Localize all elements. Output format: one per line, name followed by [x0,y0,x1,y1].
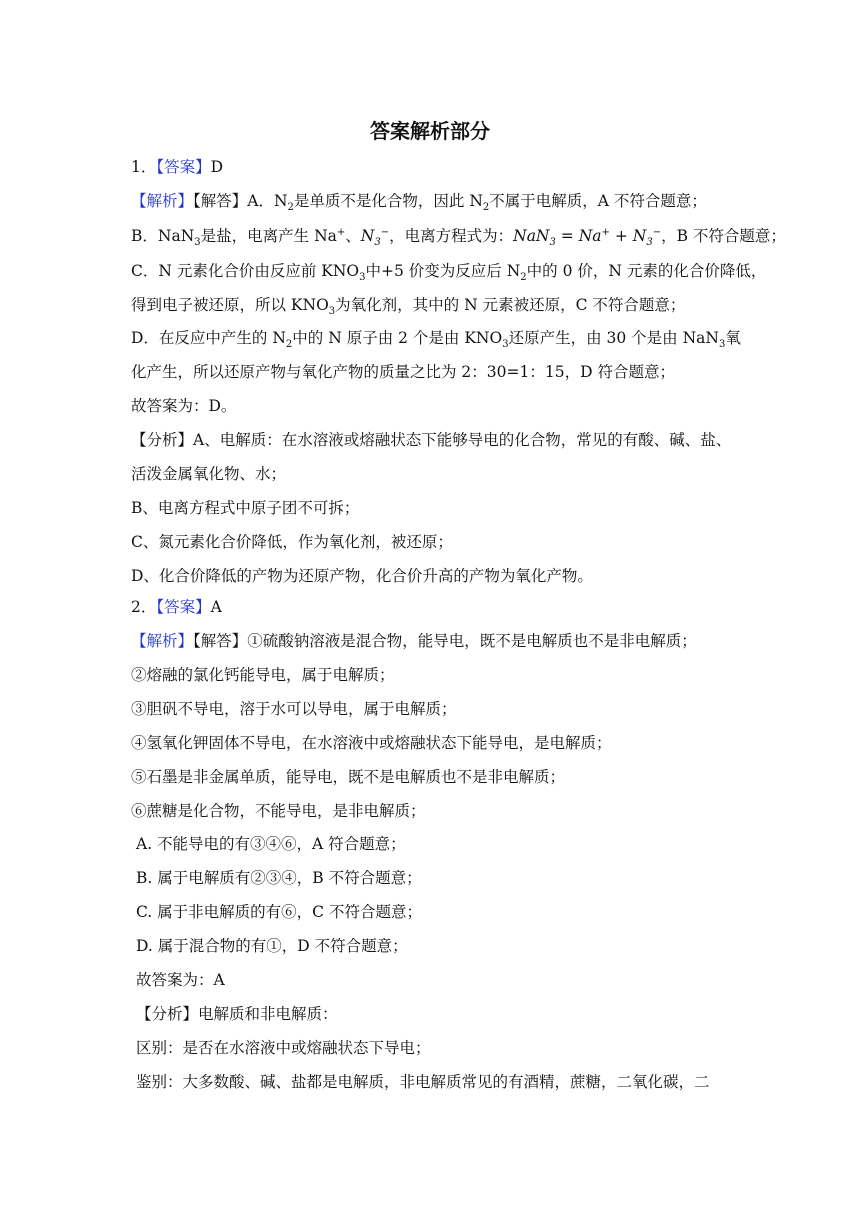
q1-c2-post: 为氧化剂，其中的 N 元素被还原，C 不符合题意； [335,296,686,314]
q2-option: B. 属于电解质有②③④，B 不符合题意； [136,869,422,887]
q2-item: ⑥蔗糖是化合物，不能导电，是非电解质； [131,802,426,820]
q1-analysis-line: 活泼金属氧化物、水； [131,465,287,483]
q1-c1-mid: 中+5 价变为反应后 N [365,262,521,280]
q2-item: ③胆矾不导电，溶于水可以导电，属于电解质； [131,700,457,718]
q1-c1-post: 中的 0 价，N 元素的化合价降低， [526,262,767,280]
q1-c2-pre: 得到电子被还原，所以 KNO [131,296,329,314]
q2-option: C. 属于非电解质的有⑥，C 不符合题意； [136,903,422,921]
q2-item: ②熔融的氯化钙能导电，属于电解质； [131,666,395,684]
q2-item: ⑤石墨是非金属单质，能导电，既不是电解质也不是非电解质； [131,768,566,786]
q1-c1-sub2: 2 [520,272,527,284]
page-title: 答案解析部分 [370,119,490,143]
formula-ionization-equation: $NaN_3 = Na^+ + N_3^-$ [513,226,662,249]
q2-option: A. 不能导电的有③④⑥，A 符合题意； [136,835,406,853]
q2-analysis-line: 区别：是否在水溶液中或熔融状态下导电； [136,1039,431,1057]
q1-analysis-line: D、化合价降低的产物为还原产物，化合价升高的产物为氧化产物。 [131,567,593,585]
q1-number: 1． [131,158,157,176]
q1-c1-sub: 3 [359,272,366,284]
q2-jieda-tag: 【解答】 [193,632,248,650]
q1-answer: D [210,158,224,176]
q2-analysis-line: 鉴别：大多数酸、碱、盐都是电解质，非电解质常见的有酒精，蔗糖，二氧化碳，二 [136,1073,710,1091]
q2-answer-tag: 【答案】 [156,598,211,616]
formula-n3-ion: $N_3^-$ [360,226,390,249]
q1-jiexi-tag: 【解析】 [131,192,194,210]
q1-a-mid: 是单质不是化合物，因此 N [293,192,483,210]
q1-answer-tag: 【答案】 [156,158,211,176]
q2-answer-line [131,597,222,617]
q1-b-mid2: 、 [345,227,361,245]
q1-a-sub2: 2 [482,202,490,214]
q1-b-pre: B．NaN [131,227,195,245]
q1-line-c1 [131,261,767,284]
q2-conclusion: 故答案为：A [136,971,225,989]
q1-b-eq-label: ，电离方程式为： [389,227,514,245]
q1-d1-pre: D．在反应中产生的 N [131,329,286,347]
q1-line-d1 [131,328,741,351]
q1-line-d2: 化产生，所以还原产物与氧化产物的质量之比为 2：30=1：15，D 符合题意； [131,363,675,381]
q1-d1-sub: 2 [285,339,293,351]
q2-analysis-line: 【分析】电解质和非电解质： [136,1005,338,1023]
q1-d1-sub3: 3 [718,339,726,351]
q1-answer-line [131,157,223,177]
q2-option: D. 属于混合物的有①，D 不符合题意； [136,937,408,955]
q2-answer: A [210,598,222,616]
q1-c2-sub: 3 [328,306,336,318]
q1-d1-post: 氧 [725,329,741,347]
q1-a-sub: 2 [287,202,294,214]
q1-b-sup: + [336,226,346,238]
q1-b-sub: 3 [194,237,201,249]
q1-conclusion: 故答案为：D。 [131,397,237,415]
q1-a-pre: A．N [247,192,288,210]
q1-line-a [131,191,707,214]
q1-line-c2 [131,295,686,318]
q1-line-b [131,226,786,249]
q1-d1-mid2: 还原产生，由 30 个是由 NaN [508,329,719,347]
q2-jiexi-tag: 【解析】 [131,632,194,650]
q1-jieda-tag: 【解答】 [193,192,248,210]
q1-d1-sub2: 3 [502,339,509,351]
q1-a-post: 不属于电解质，A 不符合题意； [489,192,707,210]
q1-analysis-line: B、电离方程式中原子团不可拆； [131,499,360,517]
q1-b-post: ，B 不符合题意； [661,227,786,245]
q2-item: ①硫酸钠溶液是混合物，能导电，既不是电解质也不是非电解质； [247,632,697,650]
q1-analysis-line: 【分析】A、电解质：在水溶液或熔融状态下能够导电的化合物，常见的有酸、碱、盐、 [131,431,732,449]
q1-analysis-line: C、氮元素化合价降低，作为氧化剂，被还原； [131,533,453,551]
q1-c1-pre: C．N 元素化合价由反应前 KNO [131,262,360,280]
q1-d1-mid: 中的 N 原子由 2 个是由 KNO [292,329,503,347]
q2-item-line [131,631,697,651]
q1-b-mid: 是盐，电离产生 Na [200,227,337,245]
q2-item: ④氢氧化钾固体不导电，在水溶液中或熔融状态下能导电，是电解质； [131,734,612,752]
q2-number: 2． [131,598,157,616]
